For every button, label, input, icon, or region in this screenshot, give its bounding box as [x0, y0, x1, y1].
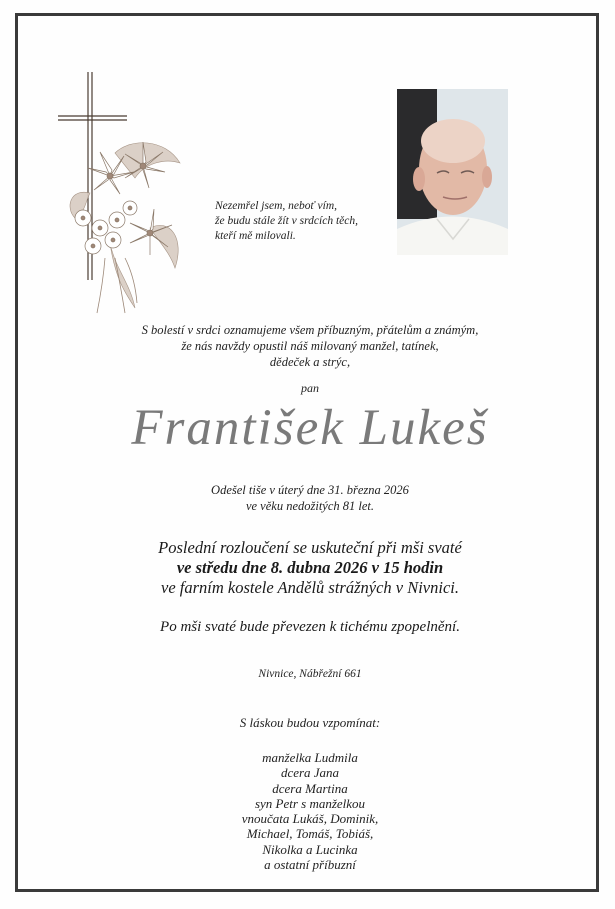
mourner-item: a ostatní příbuzní	[264, 857, 356, 873]
mourner-item: Nikolka a Lucinka	[262, 841, 358, 857]
motto-quote	[215, 199, 358, 244]
mourner-item: dcera Jana	[280, 765, 340, 781]
mourner-item: manželka Ludmila	[262, 750, 358, 765]
mourners-list	[60, 750, 560, 872]
announcement-line: že nás navždy opustil náš milovaný manžel, tatínek,	[181, 339, 439, 353]
portrait-photo	[397, 89, 508, 255]
portrait-image-icon	[397, 89, 508, 255]
cross-with-lilies-icon	[55, 68, 195, 323]
motto-line: Nezemřel jsem, neboť vím,	[215, 200, 338, 212]
announcement-line: S bolestí v srdci oznamujeme všem příbuzným, přátelům a známým,	[141, 323, 479, 337]
mourner-item: syn Petr s manželkou	[254, 795, 366, 811]
announcement	[60, 322, 560, 370]
motto-line: že budu stále žít v srdcích těch,	[215, 215, 358, 227]
age-line: ve věku nedožitých 81 let.	[245, 499, 375, 513]
death-date-line: Odešel tiše v úterý dne 31. března 2026	[211, 483, 409, 497]
ceremony-line: Poslední rozloučení se uskuteční při mši svaté	[158, 538, 462, 557]
announcement-line: dědeček a strýc,	[269, 355, 351, 369]
death-info	[60, 482, 560, 514]
deceased-name: František Lukeš	[131, 400, 489, 456]
mourner-item: dcera Martina	[272, 780, 348, 796]
mourner-item: vnoučata Lukáš, Dominik,	[241, 811, 379, 827]
ceremony-info	[60, 538, 560, 598]
ceremony-datetime: ve středu dne 8. dubna 2026 v 15 hodin	[176, 558, 444, 577]
remember-heading: S láskou budou vzpomínat:	[239, 715, 381, 730]
motto-line: kteří mě milovali.	[215, 230, 296, 242]
ceremony-location: ve farním kostele Andělů strážných v Nivnici.	[161, 578, 459, 597]
cremation-note: Po mši svaté bude převezen k tichému zpopelnění.	[160, 619, 460, 635]
title-prefix: pan	[301, 381, 319, 395]
mourner-item: Michael, Tomáš, Tobiáš,	[246, 826, 374, 842]
address: Nivnice, Nábřežní 661	[258, 668, 362, 680]
